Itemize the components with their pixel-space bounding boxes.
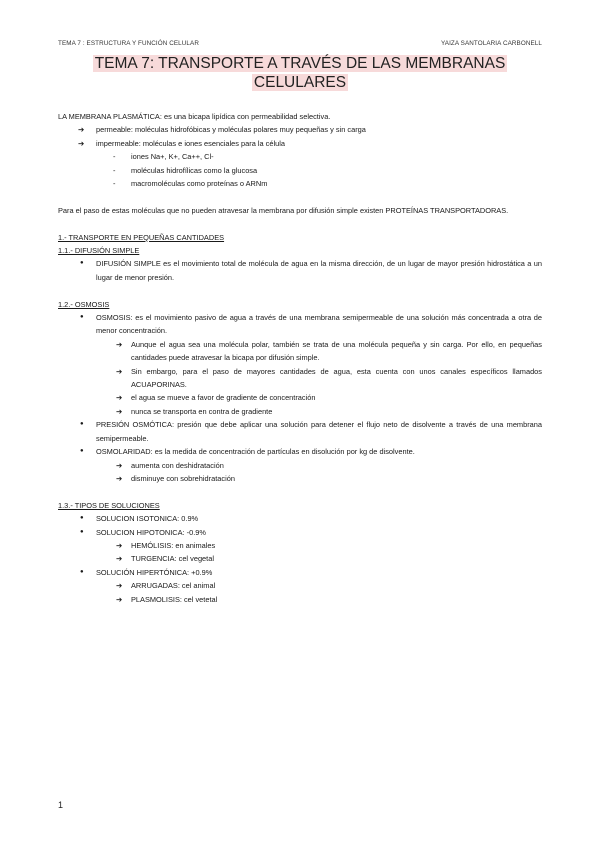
dash-icon: - [113,179,116,189]
list-item-text: Sin embargo, para el paso de mayores cantidades de agua, esta cuenta con unos canales específicos llamados ACUAPORINAS. [131,366,542,390]
list-item [58,579,542,592]
arrow-icon: ➔ [116,339,123,349]
list-item [58,123,542,136]
list-item-text: OSMOSIS: es el movimiento pasivo de agua a través de una membrana semipermeable de una solución más concentrada a otra de menor concentración. [96,313,542,336]
list-item-text: SOLUCION ISOTONICA: 0.9% [96,514,199,524]
arrow-icon: ➔ [116,460,123,470]
intro-paragraph: Para el paso de estas moléculas que no pueden atravesar la membrana por difusión simple existen PROTEÍNAS TRANSPORTADORAS. [58,205,509,215]
page-number: 1 [58,800,64,810]
list-item-text: macromoléculas como proteínas o ARNm [131,179,268,189]
subsection-heading: 1.2.- OSMOSIS [58,299,110,309]
list-item [58,566,542,579]
dash-icon: - [113,165,116,175]
list-item [58,365,542,392]
arrow-icon: ➔ [116,581,123,591]
list-item-text: SOLUCIÓN HIPERTÓNICA: +0.9% [96,567,213,577]
section-heading: 1.- TRANSPORTE EN PEQUEÑAS CANTIDADES [58,232,225,242]
list-item-text: nunca se transporta en contra de gradiente [131,406,273,416]
arrow-icon: ➔ [116,594,123,604]
list-item-text: iones Na+, K+, Ca++, Cl- [131,152,214,162]
page-header-left: TEMA 7 : ESTRUCTURA Y FUNCIÓN CELULAR [58,40,199,47]
arrow-icon: ➔ [116,406,123,416]
arrow-icon: ➔ [116,393,123,403]
list-item-text: PLASMOLISIS: cel vetetal [131,594,218,604]
subsection-heading: 1.1.- DIFUSIÓN SIMPLE [58,246,140,256]
list-item-text: HEMÓLISIS: en animales [131,540,216,550]
arrow-icon: ➔ [116,473,123,483]
list-item-text: Aunque el agua sea una molécula polar, también se trata de una molécula pequeña y sin carga. Por ello, en pequeñas cantidades puede atravesar la bicapa por difusión simple. [131,339,542,363]
list-item-text: disminuye con sobrehidratación [131,473,235,483]
bullet-icon: ● [80,314,84,321]
bullet-icon: ● [80,568,84,575]
bullet-icon: ● [80,448,84,455]
list-item [58,552,542,565]
subsection-heading: 1.3.- TIPOS DE SOLUCIONES [58,500,160,510]
arrow-icon: ➔ [116,540,123,550]
list-item-text: SOLUCION HIPOTONICA: -0.9% [96,527,206,537]
list-item [58,137,542,150]
list-item [58,418,542,445]
document-body [58,110,542,606]
bullet-icon: ● [80,515,84,522]
permeable-text: permeable: moléculas hidrofóbicas y moléculas polares muy pequeñas y sin carga [96,125,366,135]
list-item-text: moléculas hidrofílicas como la glucosa [131,165,258,175]
list-item-text: el agua se mueve a favor de gradiente de concentración [131,393,316,403]
bullet-icon: ● [80,421,84,428]
title-block [58,54,542,92]
list-item [58,391,542,404]
list-item [58,445,542,458]
list-item [58,593,542,606]
list-item [58,526,542,539]
list-item-text: ARRUGADAS: cel animal [131,581,216,591]
list-item [58,512,542,525]
list-item-text: PRESIÓN OSMÓTICA: presión que debe aplicar una solución para detener el flujo neto de disolvente a través de una membrana semipermeable. [96,420,542,443]
list-item-text: DIFUSIÓN SIMPLE es el movimiento total de molécula de agua en la misma dirección, de un lugar de mayor presión hidrostática a un lugar de menor presión. [96,259,542,282]
list-item [58,539,542,552]
list-item [58,164,542,177]
list-item [58,405,542,418]
page-header-right: YAIZA SANTOLARIA CARBONELL [440,40,542,47]
list-item [58,472,542,485]
arrow-icon: ➔ [78,125,85,135]
page-title: TEMA 7: TRANSPORTE A TRAVÉS DE LAS MEMBRANAS CELULARES [94,55,506,91]
arrow-icon: ➔ [116,554,123,564]
arrow-icon: ➔ [116,366,123,376]
list-item [58,459,542,472]
list-item-text: aumenta con deshidratación [131,460,224,470]
list-item-text: OSMOLARIDAD: es la medida de concentración de partículas en disolución por kg de disolvente. [96,447,415,457]
list-item [58,311,542,338]
bullet-icon: ● [80,260,84,267]
list-item [58,338,542,365]
bullet-icon: ● [80,528,84,535]
list-item [58,150,542,163]
list-item [58,257,542,284]
dash-icon: - [113,152,116,162]
arrow-icon: ➔ [78,138,85,148]
impermeable-text: impermeable: moléculas e iones esenciales para la célula [96,138,285,148]
intro-line: LA MEMBRANA PLASMÁTICA: es una bicapa lipídica con permeabilidad selectiva. [58,112,331,121]
list-item-text: TURGENCIA: cel vegetal [131,554,214,564]
list-item [58,177,542,190]
